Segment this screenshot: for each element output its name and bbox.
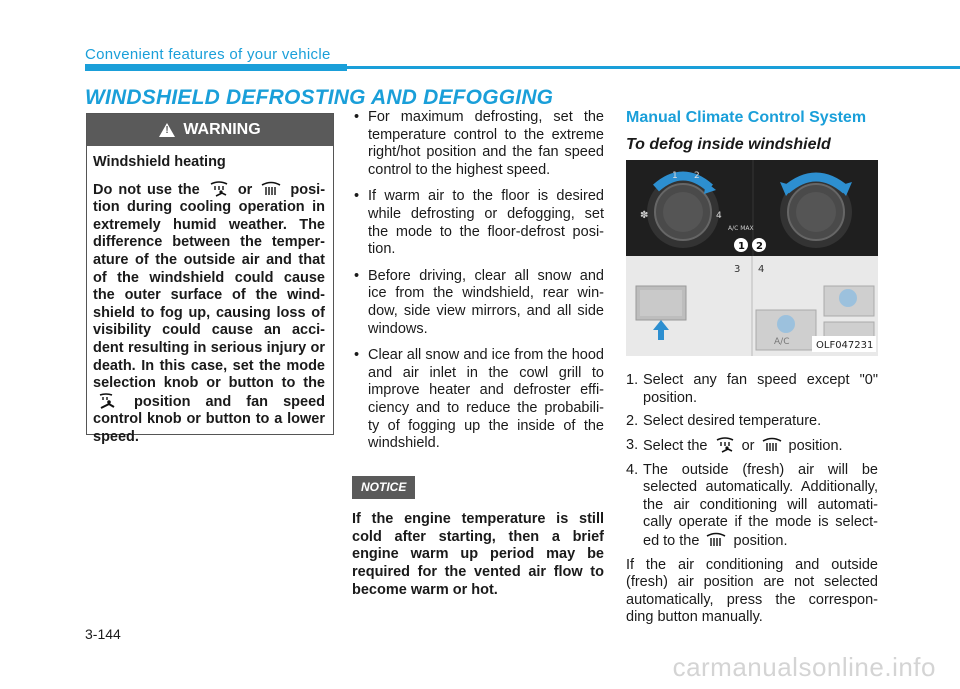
image-code: OLF047231	[816, 340, 874, 352]
column-number: 3	[734, 264, 741, 276]
warning-label: WARNING	[183, 121, 261, 138]
notice-text: If the engine temperature is still cold after starting, then a brief engine warm up period may be required for the vented air flow to become warm or hot.	[352, 511, 604, 598]
list-item: • Before driving, clear all snow and ice from the windshield, rear win- dow, side view mirrors, and all side windows.	[354, 267, 604, 337]
list-item: • Clear all snow and ice from the hood and air inlet in the cowl grill to improve heater and defroster effi- ciency and to reduce the probabili- ty of fogging up the inside of the windshield.	[354, 347, 604, 452]
ac-button-label: A/C	[774, 337, 790, 348]
step-item: 2. Select desired temperature.	[626, 413, 822, 430]
knob-number: 4	[716, 211, 722, 222]
watermark: carmanualsonline.info	[672, 652, 936, 682]
step-item: 4. The outside (fresh) air will be selected automatically. Additionally, the air conditioning will automati- cally operate if the mode is select- ed to the position.	[626, 461, 878, 549]
callout-marker: 1	[738, 241, 745, 253]
warning-text: Do not use the or posi- tion during cooling operation in extremely humid weather. The difference between the temper- ature of the outside air and that of the windshield could cause the outer surface of the wind- shield to fog up, causing loss of visibility could cause an acci- dent resulting in serious injury or death. In this case, set the mode selection knob or button to the position and fan speed control knob or button to a lower speed.	[93, 181, 326, 445]
climate-control-image	[626, 160, 878, 356]
knob-number: 1	[672, 171, 678, 182]
notice-badge: NOTICE	[352, 476, 415, 500]
middle-column	[352, 109, 604, 599]
warning-subtitle: Windshield heating	[93, 154, 226, 170]
callout-marker: 2	[756, 241, 763, 253]
defrost-floor-mode-icon	[208, 181, 230, 197]
subsection-title: Manual Climate Control System	[626, 109, 867, 126]
defrost-icon	[705, 532, 727, 548]
right-column	[626, 109, 878, 627]
warning-header	[87, 114, 333, 146]
step-item: 3. Select the or position.	[626, 436, 843, 454]
floor-defrost-mode-icon	[95, 393, 117, 409]
defrost-floor-mode-icon	[714, 437, 736, 453]
section-header: Convenient features of your vehicle	[85, 46, 331, 63]
svg-text:✽: ✽	[640, 210, 649, 222]
climate-panel-illustration	[626, 160, 878, 356]
subsection-subtitle: To defog inside windshield	[626, 135, 831, 153]
header-rule-accent	[85, 64, 347, 71]
defrost-icon	[761, 437, 783, 453]
defrost-icon	[260, 181, 282, 197]
page-title: WINDSHIELD DEFROSTING AND DEFOGGING	[85, 86, 554, 109]
column-number: 4	[758, 264, 765, 276]
page-number: 3-144	[85, 626, 121, 642]
paragraph: If the air conditioning and outside (fresh) air position are not selected automatically, press the correspon- ding button manually.	[626, 556, 878, 626]
warning-box	[86, 113, 334, 445]
step-item: 1. Select any fan speed except "0" position.	[626, 372, 878, 406]
list-item: • For maximum defrosting, set the temperature control to the extreme right/hot position and the fan speed control to the highest speed.	[354, 109, 604, 178]
ac-max-label: A/C MAX	[728, 225, 754, 233]
warning-icon: !	[159, 123, 175, 137]
list-item: • If warm air to the floor is desired while defrosting or defogging, set the mode to the floor-defrost posi- tion.	[354, 188, 604, 258]
knob-number: 2	[694, 171, 700, 182]
